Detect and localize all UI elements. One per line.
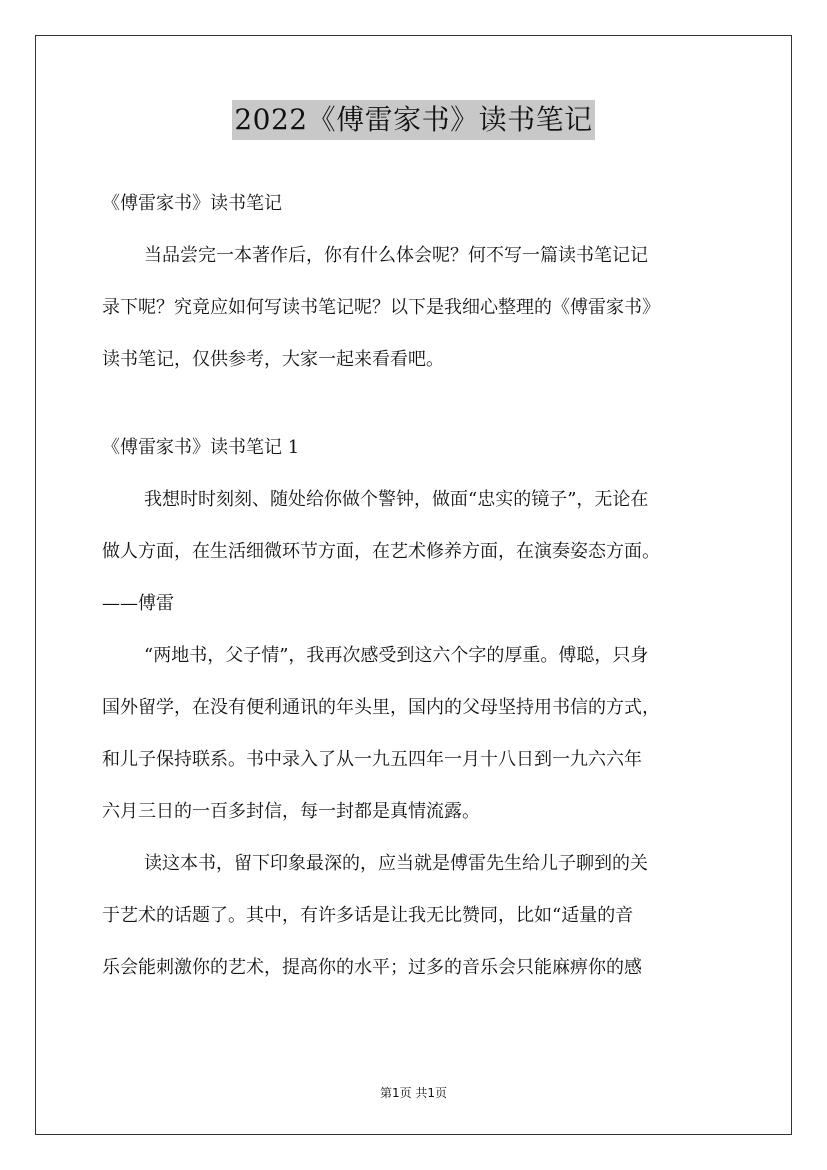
paragraph-line: 和儿子保持联系。书中录入了从一九五四年一月十八日到一九六六年: [102, 749, 642, 770]
intro-line: 读书笔记，仅供参考，大家一起来看看吧。: [102, 349, 444, 370]
quote-attribution: ——傅雷: [102, 593, 174, 614]
paragraph-line: 乐会能刺激你的艺术，提高你的水平；过多的音乐会只能麻痹你的感: [102, 957, 642, 978]
intro-line: 录下呢？究竟应如何写读书笔记呢？以下是我细心整理的《傅雷家书》: [102, 297, 660, 318]
intro-line: 当品尝完一本著作后，你有什么体会呢？何不写一篇读书笔记记: [144, 245, 648, 266]
section-heading: 《傅雷家书》读书笔记 1: [102, 437, 300, 458]
document-title: 2022《傅雷家书》读书笔记: [232, 100, 594, 140]
subtitle: 《傅雷家书》读书笔记: [102, 193, 282, 214]
page-number: 第1页 共1页: [379, 1086, 448, 1100]
paragraph-gap: [102, 386, 742, 422]
title-container: [0, 100, 827, 140]
paragraph-line: 六月三日的一百多封信，每一封都是真情流露。: [102, 801, 480, 822]
paragraph-line: 读这本书，留下印象最深的，应当就是傅雷先生给儿子聊到的关: [144, 853, 648, 874]
paragraph-line: 于艺术的话题了。其中，有许多话是让我无比赞同，比如“适量的音: [102, 905, 634, 926]
paragraph-line: “两地书，父子情”，我再次感受到这六个字的厚重。傅聪，只身: [144, 645, 649, 666]
quote-line: 我想时时刻刻、随处给你做个警钟，做面“忠实的镜子”，无论在: [144, 489, 649, 510]
page-footer: [0, 1084, 827, 1101]
document-body: [102, 178, 742, 994]
paragraph-line: 国外留学，在没有便利通讯的年头里，国内的父母坚持用书信的方式，: [102, 697, 660, 718]
quote-line: 做人方面，在生活细微环节方面，在艺术修养方面，在演奏姿态方面。: [102, 541, 660, 562]
